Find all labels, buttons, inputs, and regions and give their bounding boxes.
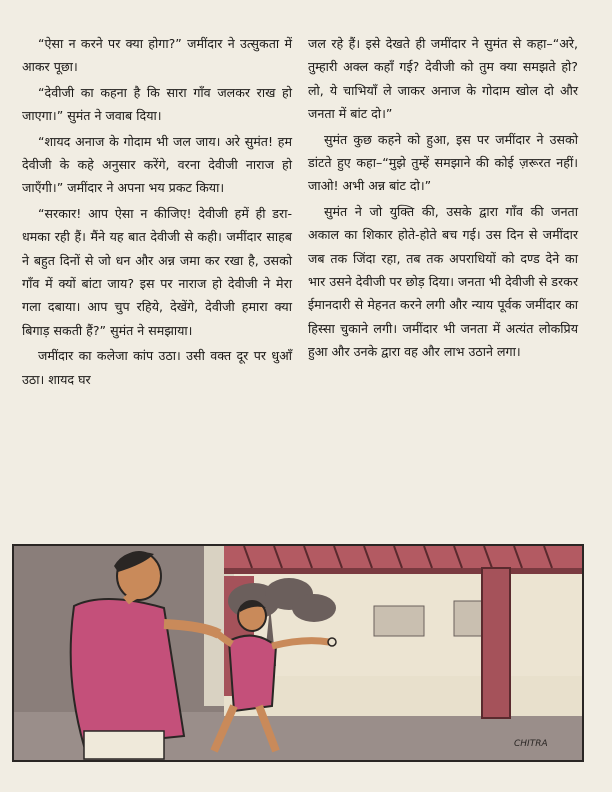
paragraph: “सरकार! आप ऐसा न कीजिए! देवीजी हमें ही डरा-धमका रही हैं। मैंने यह बात देवीजी से कही। जमींदार साहब ने बहुत दिनों से जो धन और अन्न जमा कर रखा है, उसको गाँव में क्यों बांटा जाय? इस पर नाराज हो देवीजी ने मेरा गला दबाया। आप चुप रहिये, देखेंगे, देवीजी हमारा क्या बिगाड़ सकती हैं?” सुमंत ने समझाया। [22,205,292,338]
paragraph: जल रहे हैं। इसे देखते ही जमींदार ने सुमंत से कहा–“अरे, तुम्हारी अक्ल कहाँ गई? देवीजी को तुम क्या समझते हो? लो, ये चाभियाँ ले जाकर अनाज के गोदाम खोल दो और जनता में बांट दो।” [308,36,578,122]
left-column [22,32,292,393]
illustration-artwork [14,546,582,760]
paragraph: जमींदार का कलेजा कांप उठा। उसी वक्त दूर पर धुआँ उठा। शायद घर [22,348,292,387]
paragraph: “ऐसा न करने पर क्या होगा?” जमींदार ने उत्सुकता में आकर पूछा। [22,36,292,75]
story-illustration [12,544,584,762]
right-column [308,32,578,366]
paragraph: “देवीजी का कहना है कि सारा गाँव जलकर राख हो जाएगा।” सुमंत ने जवाब दिया। [22,84,292,124]
pillar [482,568,510,718]
paragraph: “शायद अनाज के गोदाम भी जल जाय। अरे सुमंत! हम देवीजी के कहे अनुसार करेंगे, वरना देवीजी नाराज हो जाएँगी।” जमींदार ने अपना भय प्रकट किया। [22,133,292,196]
paragraph: सुमंत कुछ कहने को हुआ, इस पर जमींदार ने उसको डांटते हुए कहा–“मुझे तुम्हें समझाने की कोई ज़रूरत नहीं। जाओ! अभी अन्न बांट दो।” [308,131,578,194]
artist-signature: CHITRA [514,739,548,749]
paragraph: सुमंत ने जो युक्ति की, उसके द्वारा गाँव की जनता अकाल का शिकार होते-होते बच गई। उस दिन से जमींदार जब तक जिंदा रहा, तब तक अपराधियों को दण्ड देने का भार उसने देवीजी पर छोड़ दिया। जनता भी देवीजी से डरकर ईमानदारी से मेहनत करने लगी और न्याय पूर्वक जमींदार का हिस्सा चुकाने लगी। जमींदार भी जनता में अत्यंत लोकप्रिय हुआ और उनके द्वारा वह और लाभ उठाने लगा। [308,203,578,360]
